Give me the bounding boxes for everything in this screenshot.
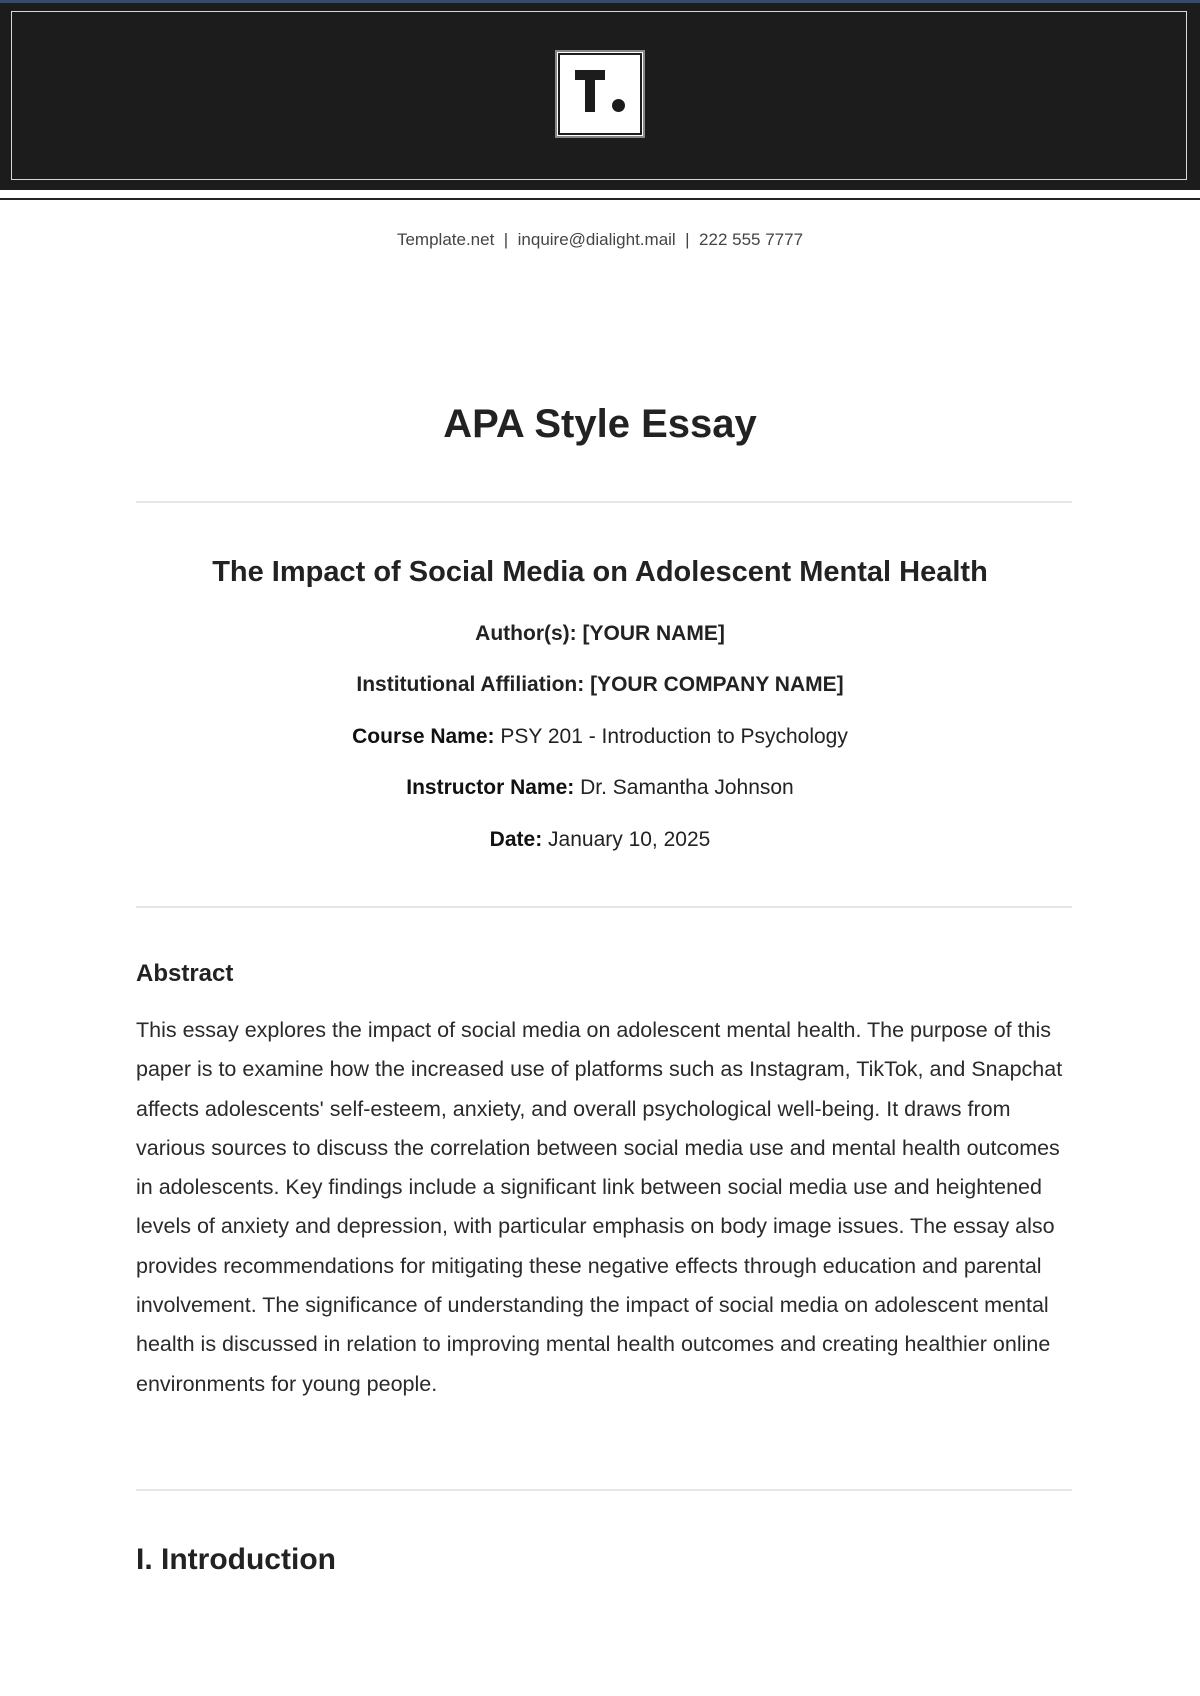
abstract-text: This essay explores the impact of social media on adolescent mental health. The purpose of this paper is to examine how the increased use of platforms such as Instagram, TikTok, and Snapchat affects adolescents' self-esteem, anxiety, and overall psychological well-being. It draws from various sources to discuss the correlation between social media use and mental health outcomes in adolescents. Key findings include a significant link between social media use and heightened levels of anxiety and depression, with particular emphasis on body image issues. The essay also provides recommendations for mitigating these negative effects through education and parental involvement. The significance of understanding the impact of social media on adolescent mental health is discussed in relation to improving mental health outcomes and creating healthier online environments for young people.	[136, 1018, 1063, 1396]
course-value: PSY 201 - Introduction to Psychology	[500, 725, 848, 748]
company-logo	[555, 50, 645, 138]
date-line	[0, 828, 1200, 852]
header-banner	[0, 3, 1200, 190]
affiliation-line	[0, 673, 1200, 697]
logo-t-stem	[585, 70, 595, 112]
contact-separator: |	[685, 230, 690, 249]
contact-line	[0, 230, 1200, 250]
divider	[136, 906, 1072, 908]
instructor-label: Instructor Name:	[406, 776, 575, 799]
contact-phone: 222 555 7777	[699, 230, 804, 249]
contact-email: inquire@dialight.mail	[517, 230, 676, 249]
author-line	[0, 622, 1200, 646]
document-title: APA Style Essay	[443, 402, 757, 446]
divider	[136, 501, 1072, 503]
author-value: [YOUR NAME]	[582, 622, 725, 645]
instructor-line	[0, 776, 1200, 800]
affiliation-value: [YOUR COMPANY NAME]	[590, 673, 844, 696]
course-line	[0, 725, 1200, 749]
contact-site: Template.net	[396, 230, 495, 249]
essay-title: The Impact of Social Media on Adolescent Mental Health	[212, 556, 988, 588]
date-value: January 10, 2025	[548, 828, 711, 851]
header-rule	[0, 198, 1200, 200]
contact-separator: |	[503, 230, 509, 249]
date-label: Date:	[489, 828, 543, 851]
logo-dot	[612, 99, 625, 112]
introduction-heading: I. Introduction	[136, 1543, 336, 1576]
instructor-value: Dr. Samantha Johnson	[580, 776, 794, 799]
author-label: Author(s):	[475, 622, 577, 645]
affiliation-label: Institutional Affiliation:	[356, 673, 585, 696]
course-label: Course Name:	[352, 725, 495, 748]
abstract-heading: Abstract	[136, 960, 234, 987]
divider	[136, 1489, 1072, 1491]
